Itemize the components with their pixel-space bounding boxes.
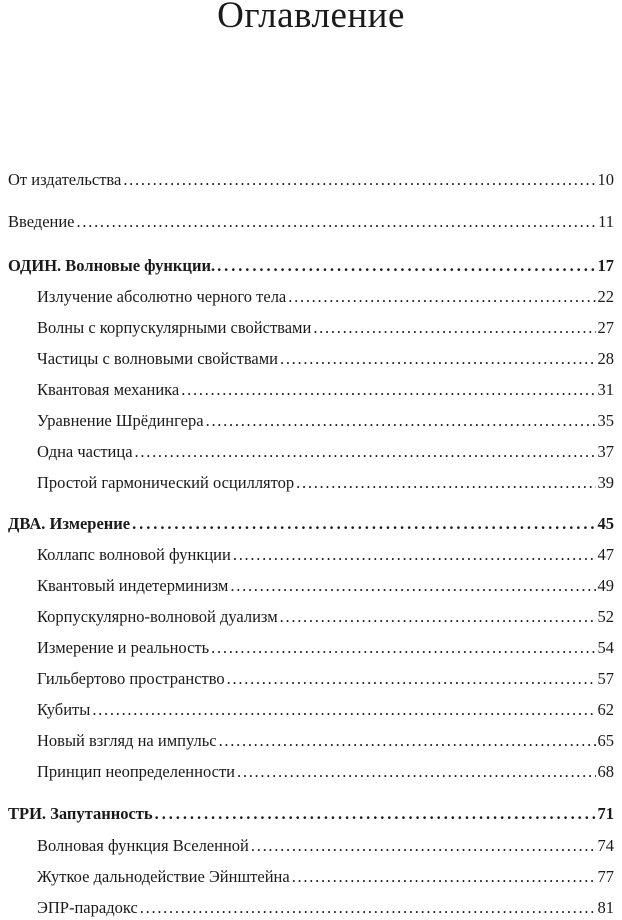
toc-entry-label: Измерение и реальность xyxy=(37,638,210,657)
toc-entry[interactable] xyxy=(37,285,614,309)
toc-entry-label: Коллапс волновой функции xyxy=(37,545,231,564)
toc-entry[interactable] xyxy=(37,605,614,629)
toc-entry-label: Жуткое дальнодействие Эйнштейна xyxy=(37,867,290,886)
toc-page-number: 74 xyxy=(597,836,614,855)
toc-leader-dots xyxy=(155,802,596,826)
toc-chapter-label: ОДИН. Волновые функции. xyxy=(8,256,216,275)
toc-entry[interactable] xyxy=(37,378,614,402)
toc-page-number: 62 xyxy=(597,700,614,719)
toc-page-number: 11 xyxy=(598,212,614,231)
toc-page-number: 39 xyxy=(597,473,614,492)
toc-leader-dots xyxy=(140,896,596,920)
toc-leader-dots xyxy=(77,210,597,234)
toc-entry-label: Принцип неопределенности xyxy=(37,762,235,781)
toc-leader-dots xyxy=(227,667,596,691)
toc-leader-dots xyxy=(181,378,595,402)
toc-page-number: 28 xyxy=(597,349,614,368)
toc-entry[interactable] xyxy=(37,543,614,567)
toc-page-number: 77 xyxy=(597,867,614,886)
toc-page-number: 71 xyxy=(597,804,614,823)
toc-entry[interactable] xyxy=(37,409,614,433)
toc-leader-dots xyxy=(280,605,596,629)
toc-entry-label: Частицы с волновыми свойствами xyxy=(37,349,278,368)
toc-page-number: 57 xyxy=(597,669,614,688)
toc-page-number: 81 xyxy=(597,898,614,917)
toc-entry-label: Простой гармонический осциллятор xyxy=(37,473,295,492)
toc-entry-label: Волны с корпускулярными свойствами xyxy=(37,318,312,337)
toc-page-number: 45 xyxy=(597,514,614,533)
toc-page-number: 54 xyxy=(597,638,614,657)
toc-entry[interactable] xyxy=(37,347,614,371)
toc-entry[interactable] xyxy=(37,834,614,858)
toc-entry[interactable] xyxy=(37,667,614,691)
toc-entry-label: Уравнение Шрёдингера xyxy=(37,411,204,430)
toc-page-number: 52 xyxy=(597,607,614,626)
toc-leader-dots xyxy=(292,865,596,889)
toc-leader-dots xyxy=(132,512,595,536)
toc-entry-label: Излучение абсолютно черного тела xyxy=(37,287,287,306)
toc-chapter-odin[interactable] xyxy=(8,254,614,278)
toc-leader-dots xyxy=(230,574,595,598)
toc-leader-dots xyxy=(217,254,595,278)
toc-entry[interactable] xyxy=(37,865,614,889)
toc-page-number: 37 xyxy=(597,442,614,461)
toc-leader-dots xyxy=(135,440,596,464)
toc-leader-dots xyxy=(288,285,595,309)
toc-entry-label: Гильбертово пространство xyxy=(37,669,225,688)
toc-leader-dots xyxy=(251,834,596,858)
toc-leader-dots xyxy=(233,543,596,567)
toc-page-number: 22 xyxy=(597,287,614,306)
toc-entry[interactable] xyxy=(37,471,614,495)
toc-entry-label: От издательства xyxy=(8,170,122,189)
toc-leader-dots xyxy=(296,471,595,495)
toc-entry-label: Новый взгляд на импульс xyxy=(37,731,217,750)
toc-leader-dots xyxy=(92,698,595,722)
toc-chapter-label: ДВА. Измерение xyxy=(8,514,131,533)
toc-entry-label: Кубиты xyxy=(37,700,91,719)
toc-page-number: 10 xyxy=(597,170,614,189)
toc-leader-dots xyxy=(237,760,596,784)
toc-entry[interactable] xyxy=(37,636,614,660)
toc-entry-label: Введение xyxy=(8,212,75,231)
toc-entry[interactable] xyxy=(37,896,614,920)
toc-page-number: 27 xyxy=(597,318,614,337)
toc-entry-label: Квантовая механика xyxy=(37,380,180,399)
toc-entry-label: Квантовый индетерминизм xyxy=(37,576,229,595)
toc-entry-label: Одна частица xyxy=(37,442,133,461)
toc-entry-vvedenie[interactable] xyxy=(8,210,614,234)
toc-page-number: 31 xyxy=(597,380,614,399)
toc-leader-dots xyxy=(123,168,595,192)
toc-leader-dots xyxy=(313,316,595,340)
toc-page-number: 65 xyxy=(597,731,614,750)
toc-leader-dots xyxy=(211,636,595,660)
toc-entry-ot-izdatelstva[interactable] xyxy=(8,168,614,192)
toc-page-number: 68 xyxy=(597,762,614,781)
toc-leader-dots xyxy=(280,347,596,371)
toc-leader-dots xyxy=(206,409,596,433)
toc-entry[interactable] xyxy=(37,760,614,784)
toc-entry-label: Корпускулярно-волновой дуализм xyxy=(37,607,278,626)
toc-leader-dots xyxy=(219,729,596,753)
toc-entry[interactable] xyxy=(37,729,614,753)
toc-entry[interactable] xyxy=(37,316,614,340)
toc-page-number: 35 xyxy=(597,411,614,430)
toc-chapter-label: ТРИ. Запутанность xyxy=(8,804,153,823)
toc-entry[interactable] xyxy=(37,574,614,598)
toc-entry[interactable] xyxy=(37,440,614,464)
toc-page-number: 47 xyxy=(597,545,614,564)
toc-entry-label: ЭПР-парадокс xyxy=(37,898,138,917)
page-title: Оглавление xyxy=(217,0,405,36)
toc-entry[interactable] xyxy=(37,698,614,722)
toc-chapter-dva[interactable] xyxy=(8,512,614,536)
toc-page-number: 49 xyxy=(597,576,614,595)
toc-entry-label: Волновая функция Вселенной xyxy=(37,836,249,855)
toc-page-number: 17 xyxy=(597,256,614,275)
toc-chapter-tri[interactable] xyxy=(8,802,614,826)
